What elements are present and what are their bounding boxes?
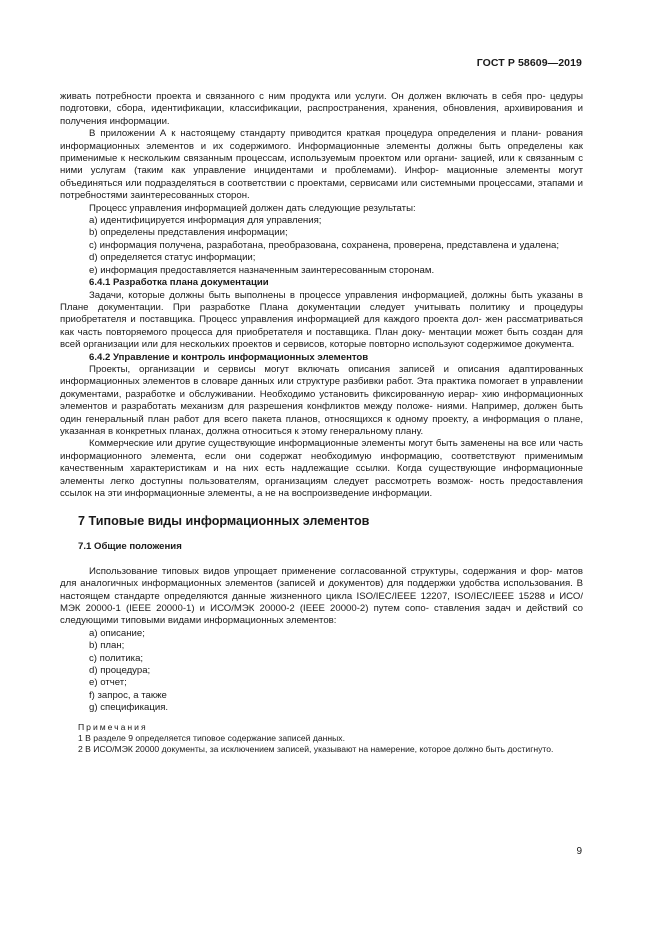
paragraph: Задачи, которые должны быть выполнены в процессе управления информацией, должны быть указаны в Плане документации. При разработке Плана документации следует учитывать политику и процедуры приобретателя и поставщика. Процесс управления информацией для каждого проекта дол- жен рассматриваться как часть повторяемого процесса для приобретателя и поставщика. План доку- ментации может быть создан для всей организации или для нескольких проектов и сервисов, которые повторно используют содержимое документа.	[60, 289, 583, 351]
subsection-heading: 6.4.1 Разработка плана документации	[89, 277, 269, 289]
paragraph: Коммерческие или другие существующие информационные элементы могут быть заменены на все или часть информационного элемента, если они содержат необходимую информацию, соответствуют применимым качественным характеристикам и на них есть надлежащие ссылки. Когда существующие информационные элементы легко доступны пользователям, организациям следует рассмотреть возмож- ность предоставления ссылок на эти информационные элементы, а не на воспроизведение информации.	[60, 438, 583, 499]
list-item: e) информация предоставляется назначенным заинтересованным сторонам.	[89, 264, 435, 276]
list-item: f) запрос, а также	[89, 689, 167, 701]
notes-heading: Примечания	[78, 721, 148, 732]
list-item: d) определяется статус информации;	[89, 252, 256, 264]
list-item: c) информация получена, разработана, преобразована, сохранена, проверена, представлена и удалена;	[89, 239, 560, 251]
list-item: g) спецификация.	[89, 702, 169, 714]
document-header: ГОСТ Р 58609—2019	[476, 57, 582, 69]
list-item: e) отчет;	[89, 677, 127, 689]
list-item: a) идентифицируется информация для управления;	[89, 215, 322, 227]
note: 1 В разделе 9 определяется типовое содержание записей данных.	[78, 733, 345, 744]
paragraph: Использование типовых видов упрощает применение согласованной структуры, содержания и фор- матов для аналогичных информационных элементов (записей и документов) для поддержки удобства использования. В настоящем стандарте определяются данные жизненного цикла ISO/IEC/IEEE 12207, ISO/IEC/IEEE 15288 и ИСО/МЭК 20000-1 (IEEE 20000-1) и ИСО/МЭК 20000-2 (IEEE 20000-2) путем сопо- ставления задач и действий со следующими типовыми видами информационных элементов:	[60, 565, 583, 627]
paragraph: Проекты, организации и сервисы могут включать описания записей и описания адаптированных информационных элементов в словаре данных или структуре разбивки работ. Эта практика помогает в управлении документами, разработке и обслуживании. Необходимо установить фиксированную иерар- хию информационных элементов и разработать механизм для разрешения конфликтов между положе- ниями. Например, должен быть один генеральный план работ для всего пакета планов, относящихся к одному проекту, а информация о плане, указанная в конкретных планах, должна относиться к этому генеральному плану.	[60, 363, 583, 437]
subsection-heading: 6.4.2 Управление и контроль информационных элементов	[89, 351, 369, 363]
page-number: 9	[576, 846, 582, 857]
list-item: b) план;	[89, 640, 125, 652]
paragraph: В приложении А к настоящему стандарту приводится краткая процедура определения и плани- рования информационных элементов и их содержимого. Информационные элементы должны быть определены как применимые к нескольким связанным процессам, используемым проектом или органи- зацией, или к связанным с ними услугам (таким как управление инцидентами и проблемами). Инфор- мационные элементы могут объединяться или подразделяться в соответствии с проектами, сервисами или системными процессами, этапами и потребностями заинтересованных сторон.	[60, 128, 583, 202]
paragraph: живать потребности проекта и связанного с ним продукта или услуги. Он должен включать в себя про- цедуры подготовки, сбора, идентификации, классификации, распространения, хранения, обновления, архивирования и получения информации.	[60, 91, 583, 127]
note: 2 В ИСО/МЭК 20000 документы, за исключением записей, указывают на намерение, которое должно быть достигнуто.	[78, 744, 554, 755]
list-item: d) процедура;	[89, 665, 151, 677]
list-item: c) политика;	[89, 652, 144, 664]
subsection-heading: 7.1 Общие положения	[78, 541, 182, 553]
list-item: b) определены представления информации;	[89, 227, 288, 239]
section-heading: 7 Типовые виды информационных элементов	[78, 514, 370, 529]
page-body	[60, 91, 583, 755]
paragraph: Процесс управления информацией должен дать следующие результаты:	[89, 202, 416, 214]
list-item: a) описание;	[89, 627, 145, 639]
